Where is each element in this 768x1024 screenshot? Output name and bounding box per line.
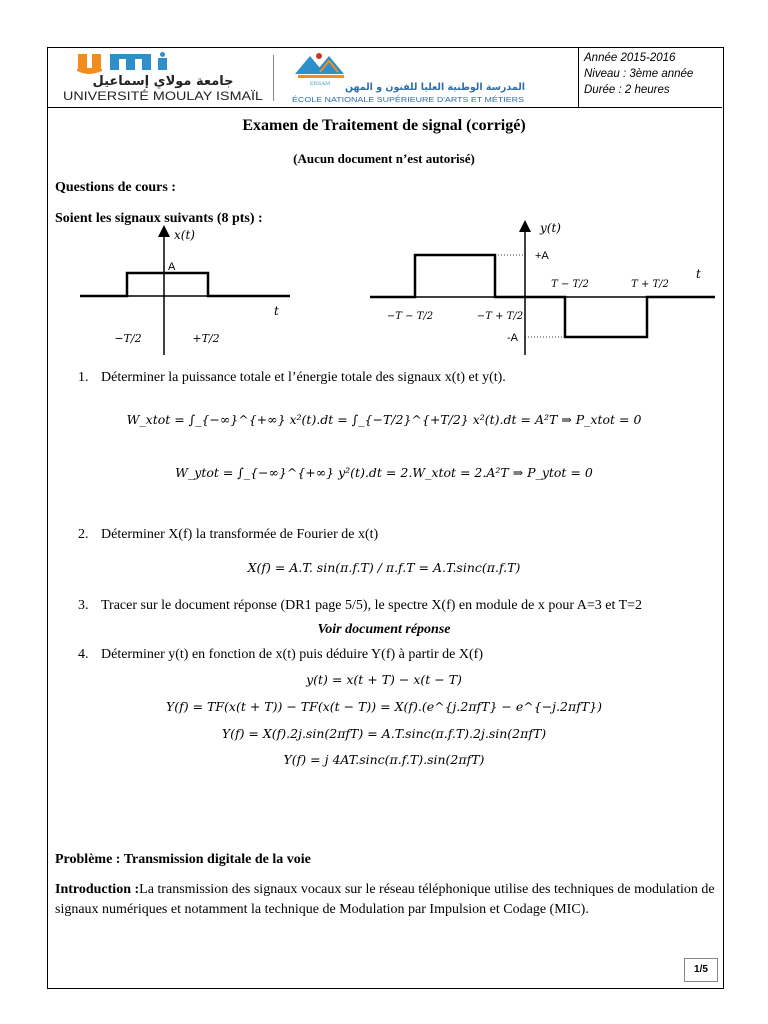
- y-graph-ylabel: y(t): [540, 221, 561, 235]
- y-graph-pos-amp: +A: [535, 250, 549, 262]
- introduction-paragraph: [55, 880, 715, 920]
- equation-energy-y: W_ytot = ∫_{−∞}^{+∞} y²(t).dt = 2.W_xtot = 2.A²T ⇒ P_ytot = 0: [175, 465, 593, 480]
- university-name-fr: UNIVERSITÉ MOULAY ISMAÏL: [63, 91, 224, 103]
- graph-x-signal: [60, 220, 300, 360]
- y-graph-xlabel: t: [696, 267, 701, 281]
- question-3-number: 3.: [78, 598, 89, 613]
- x-graph-ylabel: x(t): [174, 228, 195, 242]
- y-graph-tick3: T − T/2: [551, 279, 589, 290]
- question-2-number: 2.: [78, 527, 89, 542]
- y-graph-neg-amp: -A: [507, 332, 518, 344]
- introduction-text: La transmission des signaux vocaux sur le réseau téléphonique utilise des techniques de modulation de signaux numériques et notamment la technique de Modulation par Impulsion et Codage (MIC).: [55, 882, 715, 917]
- logo-separator: [273, 55, 274, 101]
- equation-energy-x: W_xtot = ∫_{−∞}^{+∞} x²(t).dt = ∫_{−T/2}^{+T/2} x²(t).dt = A²T ⇒ P_xtot = 0: [126, 412, 642, 427]
- x-graph-amplitude: A: [168, 261, 176, 273]
- question-2-text: Déterminer X(f) la transformée de Fourier de x(t): [101, 527, 379, 542]
- school-name-fr: ÉCOLE NATIONALE SUPÉRIEURE D'ARTS ET MÉTIERS: [292, 97, 475, 104]
- question-1-number: 1.: [78, 370, 89, 385]
- page-number: 1/5: [684, 958, 718, 982]
- exam-info-box: [578, 47, 722, 107]
- exam-duration: Durée : 2 heures: [584, 84, 670, 96]
- equation-y-of-f-2: Y(f) = X(f).2j.sin(2πfT) = A.T.sinc(π.f.T).2j.sin(2πfT): [221, 726, 547, 741]
- y-graph-tick1: −T − T/2: [386, 311, 434, 322]
- university-logo: [58, 52, 268, 104]
- x-signal-pulse: [80, 273, 290, 296]
- equation-y-of-f-3: Y(f) = j 4AT.sinc(π.f.T).sin(2πfT): [283, 752, 485, 767]
- exam-title: Examen de Traitement de signal (corrigé): [242, 117, 526, 134]
- y-graph-tick2: −T + T/2: [476, 311, 524, 322]
- x-graph-left-tick: −T/2: [114, 332, 142, 345]
- equation-y-of-f-1: Y(f) = TF(x(t + T)) − TF(x(t − T)) = X(f).(e^{j.2πfT} − e^{−j.2πfT}): [165, 699, 602, 714]
- y-signal-pulses: [370, 255, 715, 337]
- school-logo-label: ENSAM: [309, 81, 331, 87]
- introduction-label: Introduction :: [55, 882, 140, 897]
- exam-subtitle: (Aucun document n’est autorisé): [293, 151, 475, 166]
- question-1-text: Déterminer la puissance totale et l’énergie totale des signaux x(t) et y(t).: [101, 370, 506, 385]
- question-3-text: Tracer sur le document réponse (DR1 page 5/5), le spectre X(f) en module de x pour A=3 et T=2: [101, 598, 643, 613]
- exam-level: Niveau : 3ème année: [584, 68, 694, 80]
- voir-document-reponse: Voir document réponse: [317, 622, 451, 637]
- university-name-ar: جامعة مولاي إسماعيل: [92, 74, 234, 89]
- problem-title: Problème : Transmission digitale de la voie: [55, 852, 311, 867]
- equation-y-of-t: y(t) = x(t + T) − x(t − T): [306, 672, 462, 687]
- y-graph-tick4: T + T/2: [631, 279, 669, 290]
- question-4-text: Déterminer y(t) en fonction de x(t) puis déduire Y(f) à partir de X(f): [101, 647, 483, 662]
- x-graph-xlabel: t: [274, 304, 279, 318]
- graph-y-signal: [360, 215, 720, 360]
- section-course-questions: Questions de cours :: [55, 180, 176, 195]
- exam-year: Année 2015-2016: [584, 52, 676, 64]
- school-name-ar: المدرسة الوطنية العليا للفنون و المهن: [345, 82, 525, 93]
- question-4-number: 4.: [78, 647, 89, 662]
- x-graph-right-tick: +T/2: [192, 332, 220, 345]
- signals-intro: Soient les signaux suivants (8 pts) :: [55, 211, 263, 226]
- school-logo: [290, 52, 540, 104]
- equation-fourier-x: X(f) = A.T. sin(π.f.T) / π.f.T = A.T.sinc(π.f.T): [247, 560, 521, 575]
